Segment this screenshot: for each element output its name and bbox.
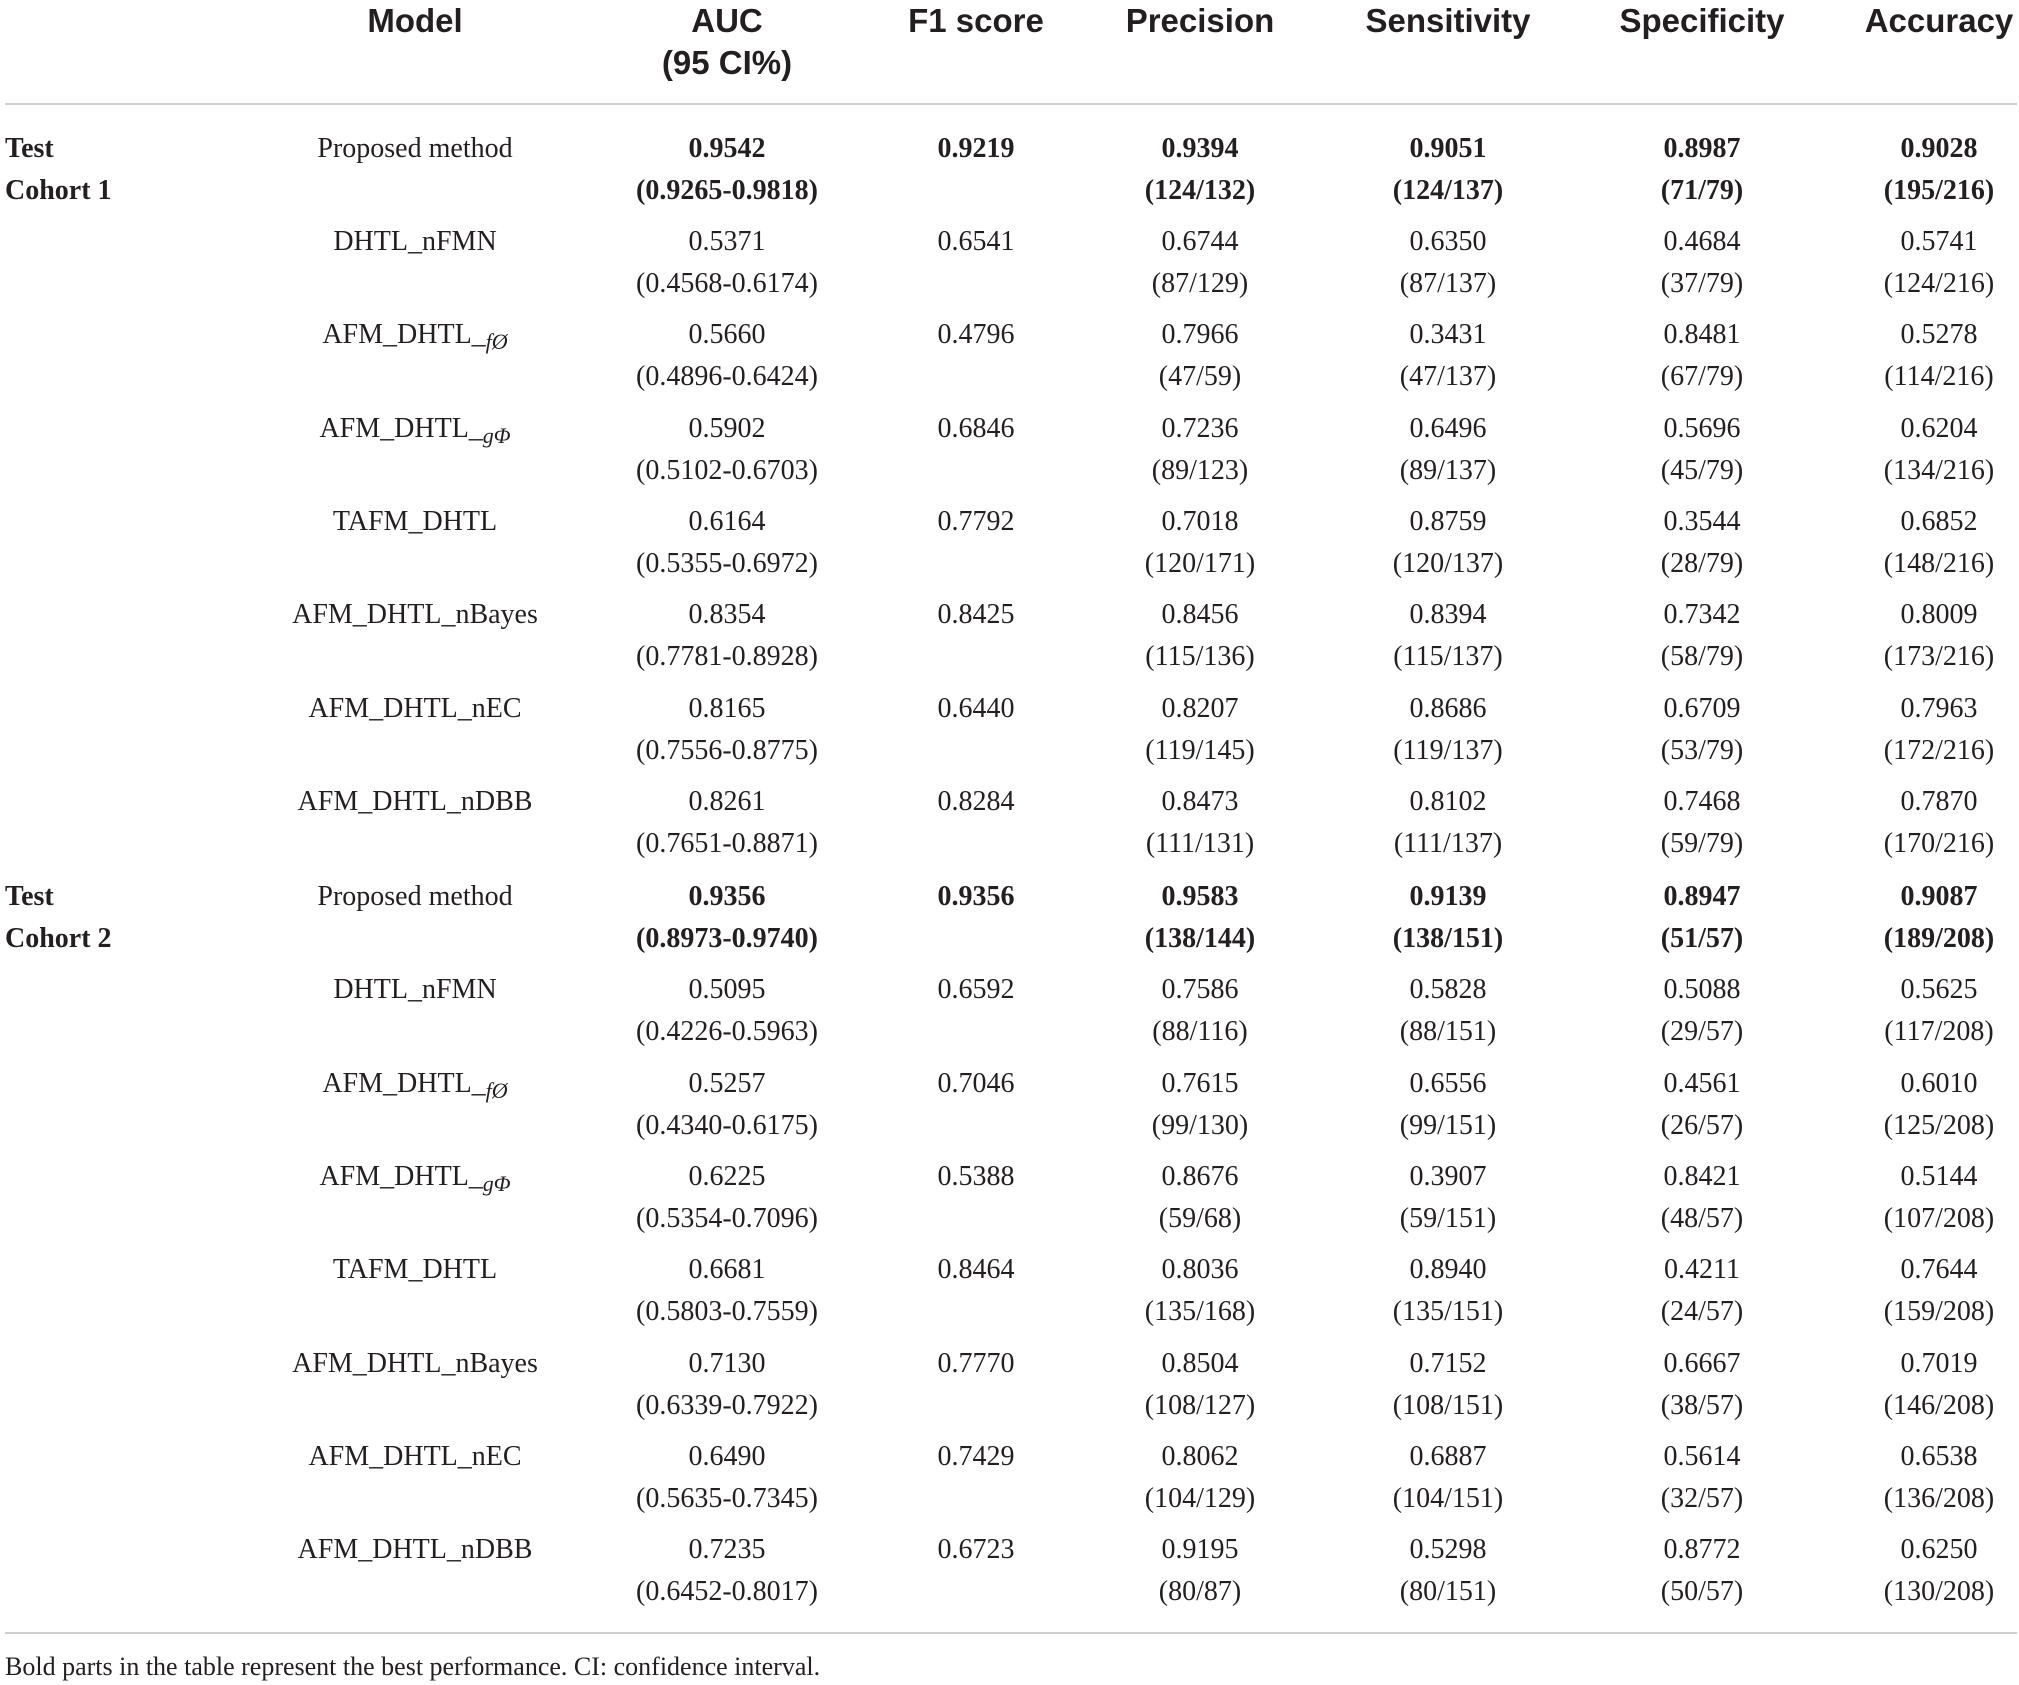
model-name-cell bbox=[265, 594, 565, 636]
sensitivity-value: 0.6887 bbox=[1409, 1441, 1487, 1472]
specificity-detail: (50/57) bbox=[1660, 1576, 1744, 1607]
auc-detail: (0.5635-0.7345) bbox=[636, 1483, 818, 1514]
header-f1: F1 score bbox=[908, 2, 1044, 39]
accuracy-cell bbox=[1789, 221, 2019, 305]
model-name: DHTL_nFMN bbox=[333, 974, 497, 1005]
header-auc bbox=[597, 0, 857, 84]
header-precision: Precision bbox=[1125, 2, 1275, 39]
precision-detail: (138/144) bbox=[1144, 923, 1256, 954]
accuracy-value: 0.8009 bbox=[1900, 599, 1978, 630]
sensitivity-value: 0.6556 bbox=[1409, 1068, 1487, 1099]
sensitivity-detail: (115/137) bbox=[1393, 641, 1503, 672]
sensitivity-value: 0.8686 bbox=[1409, 693, 1487, 724]
auc-detail: (0.5102-0.6703) bbox=[636, 455, 818, 486]
precision-detail: (120/171) bbox=[1144, 548, 1256, 579]
specificity-detail: (59/79) bbox=[1660, 828, 1744, 859]
precision-value: 0.8456 bbox=[1161, 599, 1239, 630]
precision-value: 0.7018 bbox=[1161, 506, 1239, 537]
model-subscript: gΦ bbox=[482, 423, 511, 448]
sensitivity-detail: (88/151) bbox=[1399, 1016, 1497, 1047]
specificity-detail: (71/79) bbox=[1660, 175, 1744, 206]
specificity-detail: (37/79) bbox=[1660, 268, 1744, 299]
accuracy-cell bbox=[1789, 128, 2019, 212]
model-name: DHTL_nFMN bbox=[333, 226, 497, 257]
model-name-cell bbox=[265, 1436, 565, 1478]
auc-value: 0.5371 bbox=[688, 226, 766, 257]
f1-value: 0.8425 bbox=[937, 599, 1015, 630]
precision-detail: (124/132) bbox=[1144, 175, 1256, 206]
accuracy-value: 0.7870 bbox=[1900, 786, 1978, 817]
f1-value: 0.9356 bbox=[937, 881, 1015, 912]
specificity-value: 0.4561 bbox=[1663, 1068, 1741, 1099]
auc-value: 0.8165 bbox=[688, 693, 766, 724]
sensitivity-detail: (59/151) bbox=[1399, 1203, 1497, 1234]
f1-value: 0.8464 bbox=[937, 1254, 1015, 1285]
sensitivity-detail: (119/137) bbox=[1393, 735, 1503, 766]
auc-detail: (0.4340-0.6175) bbox=[636, 1110, 818, 1141]
precision-value: 0.8062 bbox=[1161, 1441, 1239, 1472]
accuracy-value: 0.6204 bbox=[1900, 413, 1978, 444]
specificity-detail: (48/57) bbox=[1660, 1203, 1744, 1234]
model-name: TAFM_DHTL bbox=[332, 506, 498, 537]
accuracy-cell bbox=[1789, 1343, 2019, 1427]
accuracy-value: 0.6250 bbox=[1900, 1534, 1978, 1565]
accuracy-value: 0.5144 bbox=[1900, 1161, 1978, 1192]
header-model: Model bbox=[367, 2, 463, 39]
model-subscript: gΦ bbox=[482, 1171, 511, 1196]
specificity-value: 0.3544 bbox=[1663, 506, 1741, 537]
sensitivity-value: 0.8940 bbox=[1409, 1254, 1487, 1285]
accuracy-value: 0.5625 bbox=[1900, 974, 1978, 1005]
table-footnote: Bold parts in the table represent the best performance. CI: confidence interval. bbox=[5, 1652, 821, 1681]
precision-detail: (104/129) bbox=[1144, 1483, 1256, 1514]
f1-value: 0.9219 bbox=[937, 133, 1015, 164]
sensitivity-detail: (111/137) bbox=[1393, 828, 1503, 859]
specificity-value: 0.4211 bbox=[1664, 1254, 1740, 1285]
model-name: Proposed method bbox=[317, 881, 513, 912]
precision-value: 0.7615 bbox=[1161, 1068, 1239, 1099]
accuracy-detail: (195/216) bbox=[1883, 175, 1995, 206]
model-name-cell bbox=[265, 314, 565, 357]
model-name: AFM_DHTL_nEC bbox=[308, 693, 522, 724]
auc-detail: (0.5355-0.6972) bbox=[636, 548, 818, 579]
auc-detail: (0.6452-0.8017) bbox=[636, 1576, 818, 1607]
specificity-detail: (67/79) bbox=[1660, 361, 1744, 392]
accuracy-detail: (114/216) bbox=[1884, 361, 1994, 392]
auc-detail: (0.7651-0.8871) bbox=[636, 828, 818, 859]
cohort-label bbox=[5, 128, 112, 212]
sensitivity-value: 0.9139 bbox=[1409, 881, 1487, 912]
auc-value: 0.6681 bbox=[688, 1254, 766, 1285]
precision-detail: (80/87) bbox=[1158, 1576, 1242, 1607]
specificity-value: 0.5088 bbox=[1663, 974, 1741, 1005]
accuracy-value: 0.6538 bbox=[1900, 1441, 1978, 1472]
f1-value: 0.6592 bbox=[937, 974, 1015, 1005]
precision-detail: (47/59) bbox=[1158, 361, 1242, 392]
f1-value: 0.8284 bbox=[937, 786, 1015, 817]
model-name-cell bbox=[265, 781, 565, 823]
precision-value: 0.7236 bbox=[1161, 413, 1239, 444]
auc-value: 0.5660 bbox=[688, 319, 766, 350]
precision-detail: (89/123) bbox=[1151, 455, 1249, 486]
specificity-value: 0.4684 bbox=[1663, 226, 1741, 257]
auc-detail: (0.5354-0.7096) bbox=[636, 1203, 818, 1234]
accuracy-cell bbox=[1789, 1249, 2019, 1333]
cohort-label-line2: Cohort 1 bbox=[5, 175, 112, 206]
sensitivity-value: 0.7152 bbox=[1409, 1348, 1487, 1379]
specificity-detail: (38/57) bbox=[1660, 1390, 1744, 1421]
accuracy-detail: (189/208) bbox=[1883, 923, 1995, 954]
f1-value: 0.7770 bbox=[937, 1348, 1015, 1379]
accuracy-detail: (125/208) bbox=[1883, 1110, 1995, 1141]
sensitivity-value: 0.5828 bbox=[1409, 974, 1487, 1005]
accuracy-cell bbox=[1789, 594, 2019, 678]
accuracy-cell bbox=[1789, 969, 2019, 1053]
model-name-cell bbox=[265, 1343, 565, 1385]
precision-detail: (88/116) bbox=[1152, 1016, 1248, 1047]
model-name-cell bbox=[265, 408, 565, 451]
auc-value: 0.5095 bbox=[688, 974, 766, 1005]
cohort-label-line1: Test bbox=[5, 133, 54, 164]
precision-value: 0.8676 bbox=[1161, 1161, 1239, 1192]
accuracy-detail: (130/208) bbox=[1883, 1576, 1995, 1607]
auc-value: 0.5902 bbox=[688, 413, 766, 444]
sensitivity-detail: (87/137) bbox=[1399, 268, 1497, 299]
precision-value: 0.9394 bbox=[1161, 133, 1239, 164]
model-name-cell bbox=[265, 221, 565, 263]
specificity-detail: (28/79) bbox=[1660, 548, 1744, 579]
specificity-detail: (24/57) bbox=[1660, 1296, 1744, 1327]
auc-detail: (0.9265-0.9818) bbox=[636, 175, 818, 206]
model-name-cell bbox=[265, 876, 565, 918]
auc-value: 0.9356 bbox=[688, 881, 766, 912]
accuracy-detail: (148/216) bbox=[1883, 548, 1995, 579]
header-rule bbox=[5, 103, 2017, 105]
accuracy-value: 0.5278 bbox=[1900, 319, 1978, 350]
auc-detail: (0.4896-0.6424) bbox=[636, 361, 818, 392]
model-name-cell bbox=[265, 1529, 565, 1571]
model-name: TAFM_DHTL bbox=[332, 1254, 498, 1285]
model-name: AFM_DHTL_nBayes bbox=[292, 1348, 538, 1379]
specificity-detail: (29/57) bbox=[1660, 1016, 1744, 1047]
sensitivity-detail: (120/137) bbox=[1392, 548, 1504, 579]
specificity-detail: (58/79) bbox=[1660, 641, 1744, 672]
f1-value: 0.6541 bbox=[937, 226, 1015, 257]
model-name-cell bbox=[265, 1156, 565, 1199]
model-subscript: fØ bbox=[485, 1078, 508, 1103]
model-name-cell bbox=[265, 1249, 565, 1291]
f1-value: 0.7046 bbox=[937, 1068, 1015, 1099]
model-name: AFM_DHTL_ bbox=[319, 1161, 483, 1192]
precision-value: 0.8504 bbox=[1161, 1348, 1239, 1379]
f1-value: 0.7429 bbox=[937, 1441, 1015, 1472]
model-name-cell bbox=[265, 501, 565, 543]
specificity-detail: (26/57) bbox=[1660, 1110, 1744, 1141]
sensitivity-detail: (99/151) bbox=[1399, 1110, 1497, 1141]
accuracy-detail: (117/208) bbox=[1884, 1016, 1994, 1047]
specificity-value: 0.5614 bbox=[1663, 1441, 1741, 1472]
accuracy-cell bbox=[1789, 1529, 2019, 1613]
precision-value: 0.7586 bbox=[1161, 974, 1239, 1005]
precision-value: 0.8207 bbox=[1161, 693, 1239, 724]
accuracy-value: 0.7963 bbox=[1900, 693, 1978, 724]
accuracy-cell bbox=[1789, 781, 2019, 865]
precision-value: 0.9195 bbox=[1161, 1534, 1239, 1565]
sensitivity-value: 0.8759 bbox=[1409, 506, 1487, 537]
specificity-value: 0.8772 bbox=[1663, 1534, 1741, 1565]
model-name-cell bbox=[265, 969, 565, 1011]
precision-detail: (111/131) bbox=[1145, 828, 1255, 859]
sensitivity-value: 0.6350 bbox=[1409, 226, 1487, 257]
model-name: AFM_DHTL_nDBB bbox=[297, 1534, 533, 1565]
precision-value: 0.8036 bbox=[1161, 1254, 1239, 1285]
precision-detail: (119/145) bbox=[1145, 735, 1255, 766]
specificity-value: 0.8481 bbox=[1663, 319, 1741, 350]
model-name: AFM_DHTL_nBayes bbox=[292, 599, 538, 630]
sensitivity-value: 0.3431 bbox=[1409, 319, 1487, 350]
accuracy-detail: (173/216) bbox=[1883, 641, 1995, 672]
accuracy-detail: (170/216) bbox=[1883, 828, 1995, 859]
sensitivity-detail: (47/137) bbox=[1399, 361, 1497, 392]
f1-value: 0.4796 bbox=[937, 319, 1015, 350]
model-name-cell bbox=[265, 688, 565, 730]
accuracy-cell bbox=[1789, 314, 2019, 398]
accuracy-cell bbox=[1789, 688, 2019, 772]
precision-detail: (59/68) bbox=[1158, 1203, 1242, 1234]
specificity-value: 0.7468 bbox=[1663, 786, 1741, 817]
precision-value: 0.7966 bbox=[1161, 319, 1239, 350]
auc-value: 0.7130 bbox=[688, 1348, 766, 1379]
accuracy-detail: (134/216) bbox=[1883, 455, 1995, 486]
header-auc-line2: (95 CI%) bbox=[661, 44, 793, 81]
specificity-detail: (32/57) bbox=[1660, 1483, 1744, 1514]
auc-value: 0.8261 bbox=[688, 786, 766, 817]
accuracy-cell bbox=[1789, 1156, 2019, 1240]
specificity-value: 0.8987 bbox=[1663, 133, 1741, 164]
specificity-detail: (53/79) bbox=[1660, 735, 1744, 766]
accuracy-cell bbox=[1789, 876, 2019, 960]
specificity-value: 0.8947 bbox=[1663, 881, 1741, 912]
model-name: AFM_DHTL_ bbox=[322, 319, 486, 350]
accuracy-detail: (124/216) bbox=[1883, 268, 1995, 299]
sensitivity-detail: (104/151) bbox=[1392, 1483, 1504, 1514]
specificity-value: 0.7342 bbox=[1663, 599, 1741, 630]
auc-value: 0.5257 bbox=[688, 1068, 766, 1099]
specificity-value: 0.5696 bbox=[1663, 413, 1741, 444]
auc-detail: (0.6339-0.7922) bbox=[636, 1390, 818, 1421]
cohort-label-line2: Cohort 2 bbox=[5, 923, 112, 954]
header-specificity: Specificity bbox=[1619, 2, 1785, 39]
auc-value: 0.6225 bbox=[688, 1161, 766, 1192]
accuracy-cell bbox=[1789, 1063, 2019, 1147]
precision-value: 0.6744 bbox=[1161, 226, 1239, 257]
header-auc-line1: AUC bbox=[691, 2, 763, 39]
header-sensitivity: Sensitivity bbox=[1365, 2, 1531, 39]
f1-value: 0.6440 bbox=[937, 693, 1015, 724]
specificity-value: 0.6709 bbox=[1663, 693, 1741, 724]
f1-value: 0.5388 bbox=[937, 1161, 1015, 1192]
accuracy-detail: (136/208) bbox=[1883, 1483, 1995, 1514]
model-name: AFM_DHTL_ bbox=[319, 413, 483, 444]
sensitivity-value: 0.9051 bbox=[1409, 133, 1487, 164]
sensitivity-value: 0.5298 bbox=[1409, 1534, 1487, 1565]
sensitivity-value: 0.3907 bbox=[1409, 1161, 1487, 1192]
auc-detail: (0.4568-0.6174) bbox=[636, 268, 818, 299]
sensitivity-value: 0.8394 bbox=[1409, 599, 1487, 630]
auc-detail: (0.5803-0.7559) bbox=[636, 1296, 818, 1327]
accuracy-value: 0.9028 bbox=[1900, 133, 1978, 164]
specificity-value: 0.8421 bbox=[1663, 1161, 1741, 1192]
accuracy-cell bbox=[1789, 1436, 2019, 1520]
sensitivity-detail: (108/151) bbox=[1392, 1390, 1504, 1421]
precision-value: 0.8473 bbox=[1161, 786, 1239, 817]
model-name: Proposed method bbox=[317, 133, 513, 164]
auc-value: 0.7235 bbox=[688, 1534, 766, 1565]
f1-value: 0.6723 bbox=[937, 1534, 1015, 1565]
accuracy-cell bbox=[1789, 501, 2019, 585]
model-subscript: fØ bbox=[485, 329, 508, 354]
accuracy-detail: (172/216) bbox=[1883, 735, 1995, 766]
auc-value: 0.6164 bbox=[688, 506, 766, 537]
accuracy-value: 0.6852 bbox=[1900, 506, 1978, 537]
f1-value: 0.6846 bbox=[937, 413, 1015, 444]
accuracy-value: 0.5741 bbox=[1900, 226, 1978, 257]
accuracy-value: 0.6010 bbox=[1900, 1068, 1978, 1099]
sensitivity-value: 0.8102 bbox=[1409, 786, 1487, 817]
model-name-cell bbox=[265, 1063, 565, 1106]
sensitivity-detail: (124/137) bbox=[1392, 175, 1504, 206]
accuracy-detail: (159/208) bbox=[1883, 1296, 1995, 1327]
cohort-label bbox=[5, 876, 112, 960]
accuracy-value: 0.9087 bbox=[1900, 881, 1978, 912]
accuracy-detail: (146/208) bbox=[1883, 1390, 1995, 1421]
auc-detail: (0.8973-0.9740) bbox=[636, 923, 818, 954]
model-name-cell bbox=[265, 128, 565, 170]
cohort-label-line1: Test bbox=[5, 881, 54, 912]
auc-value: 0.6490 bbox=[688, 1441, 766, 1472]
specificity-detail: (45/79) bbox=[1660, 455, 1744, 486]
precision-value: 0.9583 bbox=[1161, 881, 1239, 912]
precision-detail: (135/168) bbox=[1144, 1296, 1256, 1327]
specificity-value: 0.6667 bbox=[1663, 1348, 1741, 1379]
sensitivity-detail: (135/151) bbox=[1392, 1296, 1504, 1327]
precision-detail: (115/136) bbox=[1145, 641, 1255, 672]
auc-detail: (0.7781-0.8928) bbox=[636, 641, 818, 672]
accuracy-value: 0.7019 bbox=[1900, 1348, 1978, 1379]
bottom-rule bbox=[5, 1632, 2017, 1634]
accuracy-detail: (107/208) bbox=[1883, 1203, 1995, 1234]
sensitivity-detail: (89/137) bbox=[1399, 455, 1497, 486]
auc-detail: (0.4226-0.5963) bbox=[636, 1016, 818, 1047]
auc-detail: (0.7556-0.8775) bbox=[636, 735, 818, 766]
sensitivity-detail: (80/151) bbox=[1399, 1576, 1497, 1607]
sensitivity-detail: (138/151) bbox=[1392, 923, 1504, 954]
precision-detail: (99/130) bbox=[1151, 1110, 1249, 1141]
specificity-detail: (51/57) bbox=[1660, 923, 1744, 954]
precision-detail: (87/129) bbox=[1151, 268, 1249, 299]
auc-value: 0.9542 bbox=[688, 133, 766, 164]
model-name: AFM_DHTL_nDBB bbox=[297, 786, 533, 817]
f1-value: 0.7792 bbox=[937, 506, 1015, 537]
accuracy-cell bbox=[1789, 408, 2019, 492]
header-accuracy: Accuracy bbox=[1864, 2, 2014, 39]
accuracy-value: 0.7644 bbox=[1900, 1254, 1978, 1285]
model-name: AFM_DHTL_ bbox=[322, 1068, 486, 1099]
sensitivity-value: 0.6496 bbox=[1409, 413, 1487, 444]
precision-detail: (108/127) bbox=[1144, 1390, 1256, 1421]
auc-value: 0.8354 bbox=[688, 599, 766, 630]
model-name: AFM_DHTL_nEC bbox=[308, 1441, 522, 1472]
